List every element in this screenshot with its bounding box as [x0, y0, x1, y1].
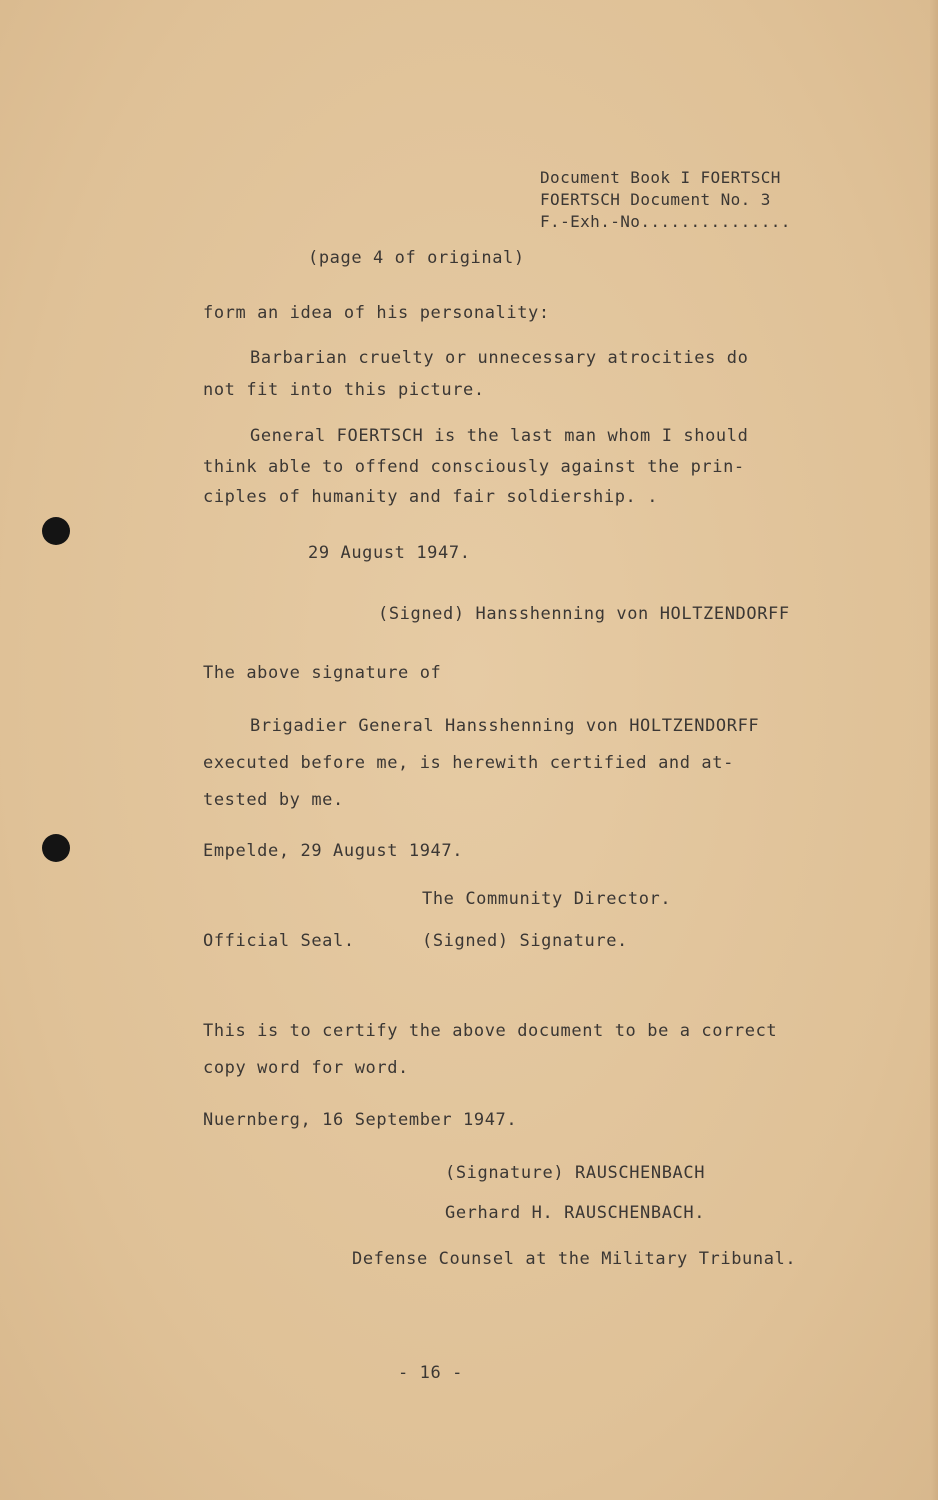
paragraph-3-line-1: General FOERTSCH is the last man whom I should: [250, 426, 749, 446]
certification-line-3: tested by me.: [203, 790, 344, 810]
affidavit-date: 29 August 1947.: [308, 543, 471, 563]
official-seal: Official Seal.: [203, 931, 355, 951]
counsel-signature: (Signature) RAUSCHENBACH: [445, 1163, 706, 1183]
copy-place-date: Nuernberg, 16 September 1947.: [203, 1110, 518, 1130]
certification-intro: The above signature of: [203, 663, 442, 683]
punch-hole-bottom: [42, 834, 70, 862]
director-signature: (Signed) Signature.: [422, 931, 628, 951]
paragraph-3-line-2: think able to offend consciously against the prin-: [203, 457, 745, 477]
certification-line-1: Brigadier General Hansshenning von HOLTZENDORFF: [250, 716, 760, 736]
header-document-book: Document Book I FOERTSCH: [540, 168, 781, 187]
paragraph-2-line-1: Barbarian cruelty or unnecessary atrocities do: [250, 348, 749, 368]
copy-certification-line-2: copy word for word.: [203, 1058, 409, 1078]
page-number: - 16 -: [398, 1363, 464, 1383]
paper-edge: [930, 0, 938, 1500]
certification-line-2: executed before me, is herewith certified and at-: [203, 753, 734, 773]
certification-place-date: Empelde, 29 August 1947.: [203, 841, 464, 861]
paragraph-opening: form an idea of his personality:: [203, 303, 550, 323]
affiant-signature: (Signed) Hansshenning von HOLTZENDORFF: [378, 604, 790, 624]
header-document-number: FOERTSCH Document No. 3: [540, 190, 771, 209]
paragraph-2-line-2: not fit into this picture.: [203, 380, 485, 400]
counsel-name: Gerhard H. RAUSCHENBACH.: [445, 1203, 706, 1223]
community-director: The Community Director.: [422, 889, 672, 909]
page-reference: (page 4 of original): [308, 248, 525, 268]
copy-certification-line-1: This is to certify the above document to be a correct: [203, 1021, 778, 1041]
paragraph-3-line-3: ciples of humanity and fair soldiership. .: [203, 487, 659, 507]
counsel-title: Defense Counsel at the Military Tribunal.: [352, 1249, 797, 1269]
punch-hole-top: [42, 517, 70, 545]
header-exhibit-number: F.-Exh.-No...............: [540, 212, 791, 231]
